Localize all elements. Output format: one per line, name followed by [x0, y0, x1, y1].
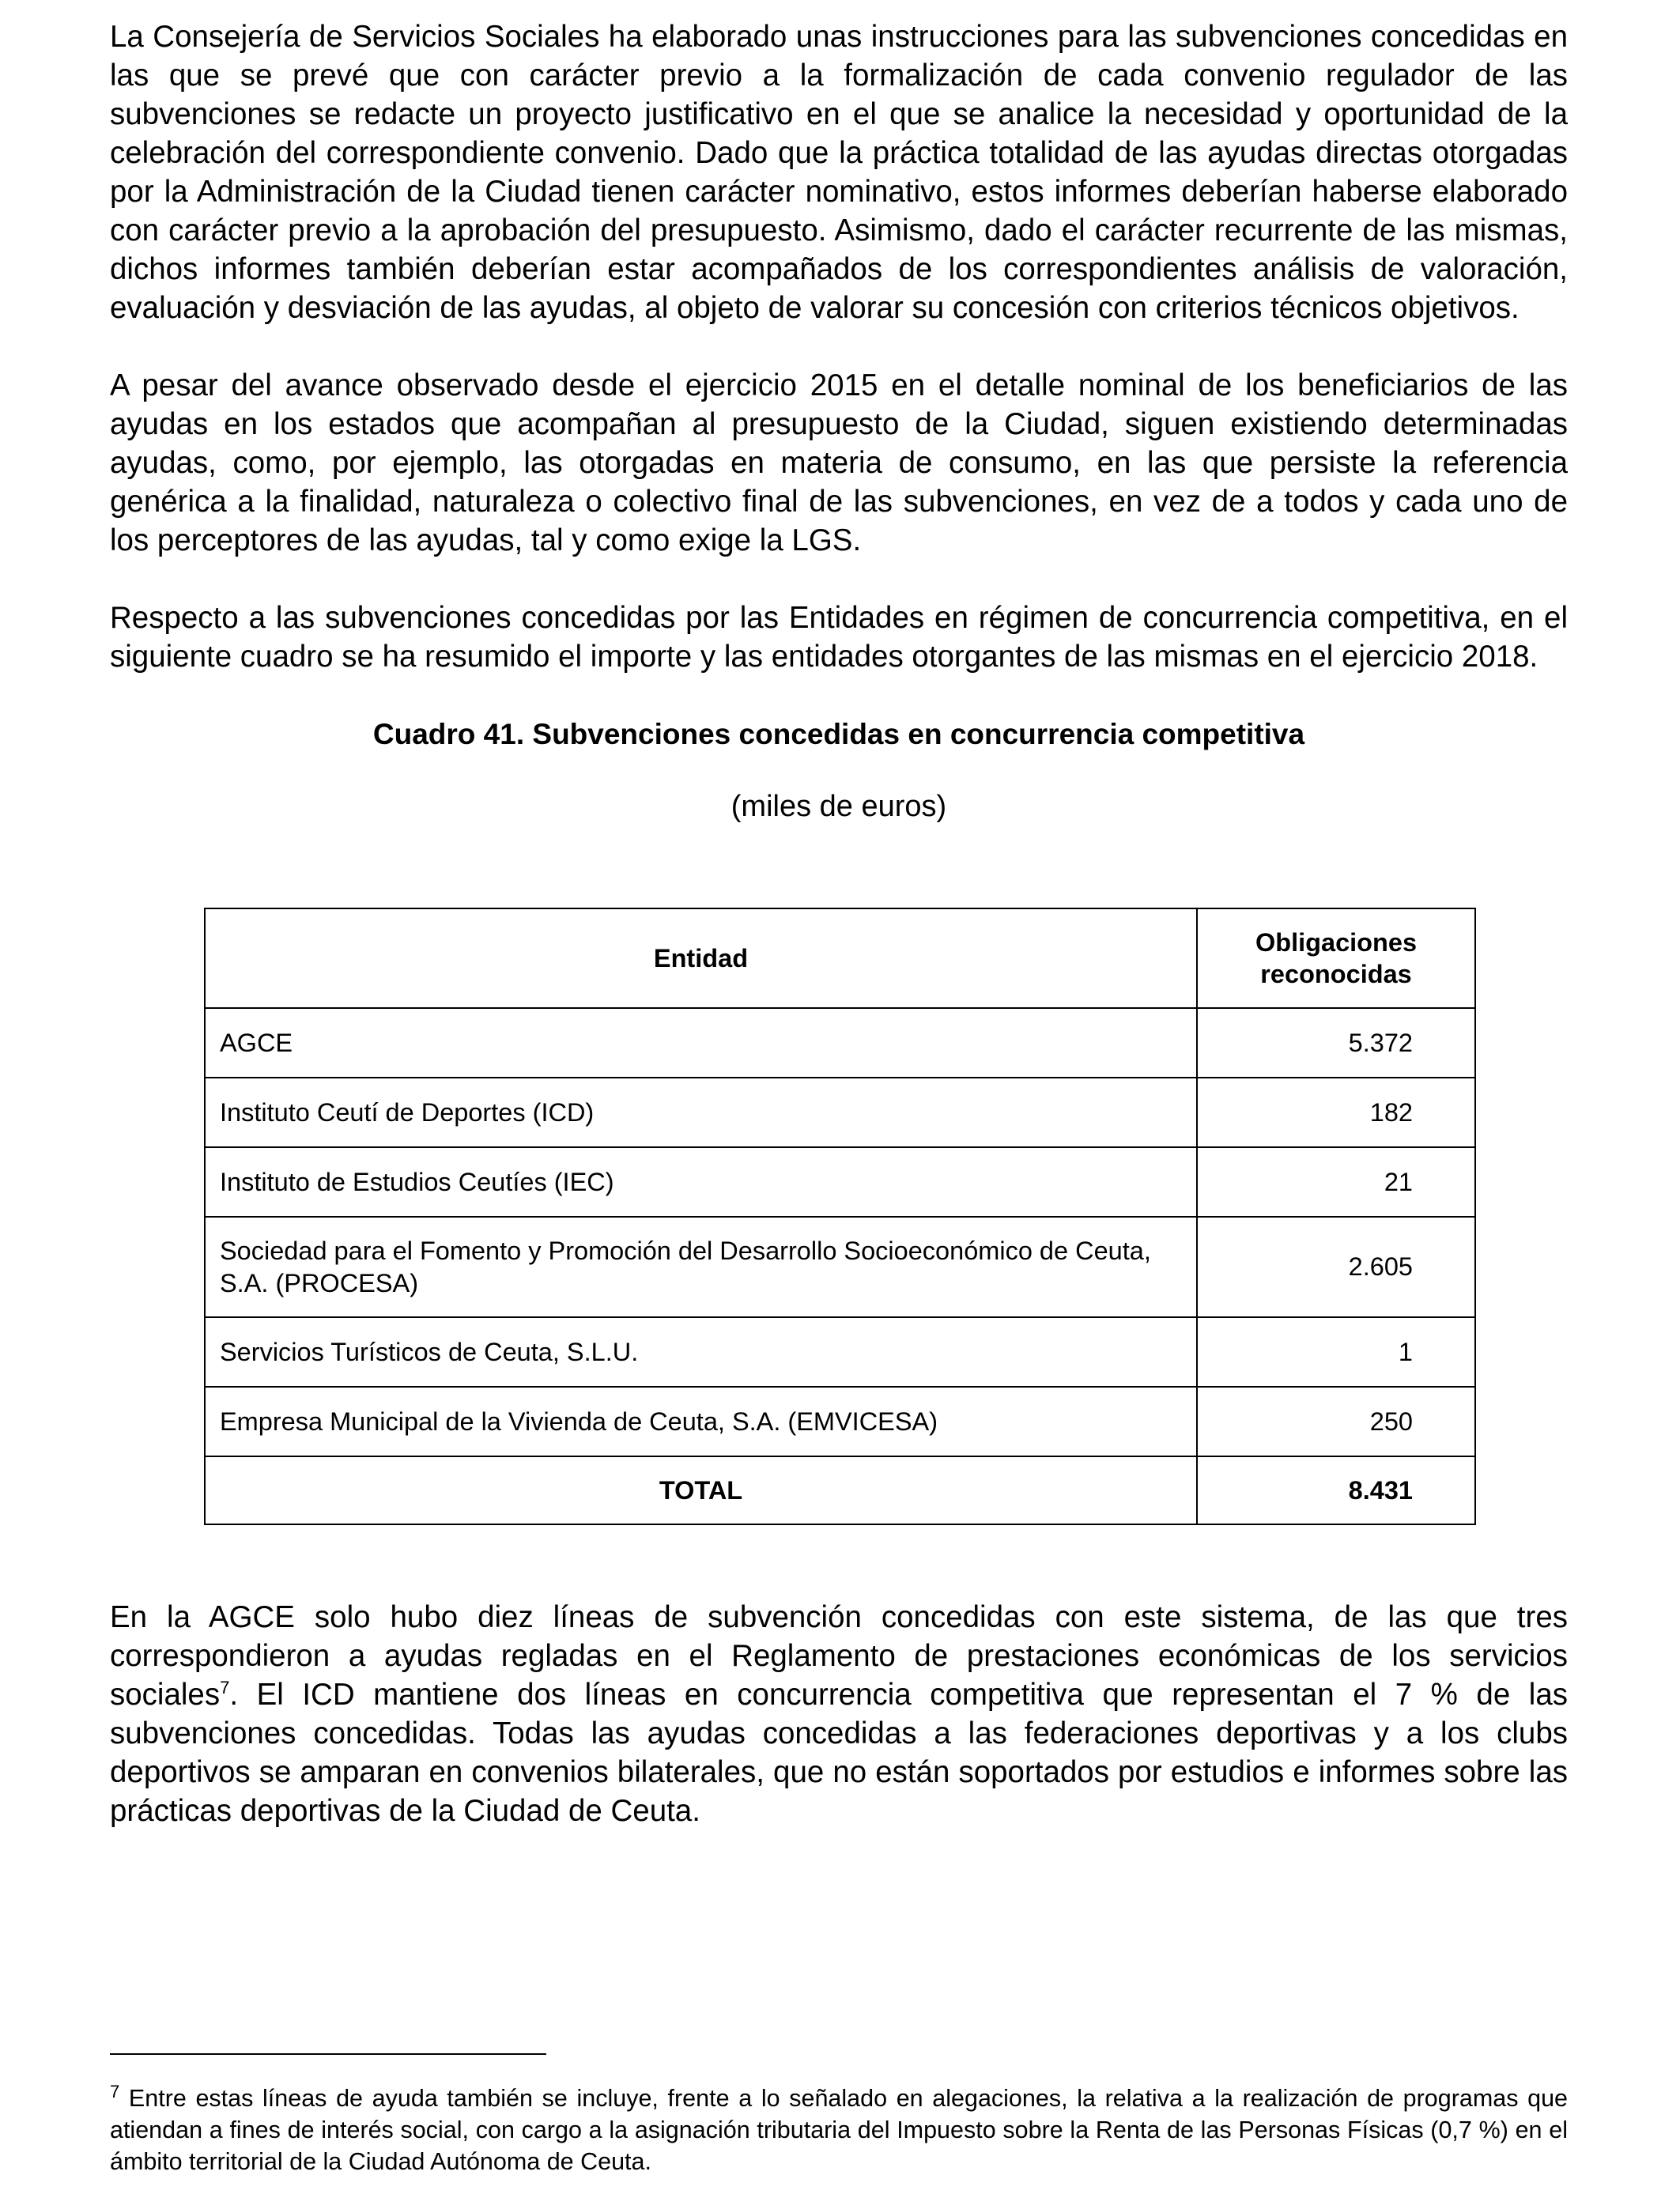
paragraph-avance: A pesar del avance observado desde el ejercicio 2015 en el detalle nominal de los beneficiarios de las ayudas en los estados que acompañan al presupuesto de la Ciudad, siguen existiendo determinadas ayudas, como, por ejemplo, las otorgadas en materia de consumo, en las que persiste la referencia genérica a la finalidad, naturaleza o colectivo final de las subvenciones, en vez de a todos y cada uno de los perceptores de las ayudas, tal y como exige la LGS.: [110, 368, 1568, 557]
cell-entidad: Sociedad para el Fomento y Promoción del Desarrollo Socioeconómico de Ceuta, S.A. (PROCESA): [205, 1217, 1197, 1317]
total-value: 8.431: [1197, 1456, 1475, 1524]
cell-entidad: Instituto de Estudios Ceutíes (IEC): [205, 1147, 1197, 1217]
cell-obligaciones: 5.372: [1197, 1008, 1475, 1078]
cell-entidad: Servicios Turísticos de Ceuta, S.L.U.: [205, 1317, 1197, 1387]
table-header-row: [205, 908, 1475, 1008]
paragraph-instrucciones: La Consejería de Servicios Sociales ha elaborado unas instrucciones para las subvenciones concedidas en las que se prevé que con carácter previo a la formalización de cada convenio regulador de las subvenciones se redacte un proyecto justificativo en el que se analice la necesidad y oportunidad de la celebración del correspondiente convenio. Dado que la práctica totalidad de las ayudas directas otorgadas por la Administración de la Ciudad tienen carácter nominativo, estos informes deberían haberse elaborado con carácter previo a la aprobación del presupuesto. Asimismo, dado el carácter recurrente de las mismas, dichos informes también deberían estar acompañados de los correspondientes análisis de valoración, evaluación y desviación de las ayudas, al objeto de valorar su concesión con criterios técnicos objetivos.: [110, 20, 1568, 325]
document-body: [110, 17, 1568, 826]
cell-obligaciones: 2.605: [1197, 1217, 1475, 1317]
table-total-row: [205, 1456, 1475, 1524]
table-row: [205, 1147, 1475, 1217]
cell-obligaciones: 250: [1197, 1387, 1475, 1456]
paragraph-agce-part2: . El ICD mantiene dos líneas en concurrencia competitiva que representan el 7 % de las subvenciones concedidas. Todas las ayudas concedidas a las federaciones deportivas y a los clubs deportivos se amparan en convenios bilaterales, que no están soportados por estudios e informes sobre las prácticas deportivas de la Ciudad de Ceuta.: [110, 1678, 1568, 1828]
cell-obligaciones: 21: [1197, 1147, 1475, 1217]
footnote-mark: 7: [110, 2081, 120, 2101]
cell-entidad: Instituto Ceutí de Deportes (ICD): [205, 1078, 1197, 1147]
table-units: (miles de euros): [731, 790, 947, 823]
table-caption: Cuadro 41. Subvenciones concedidas en concurrencia competitiva: [372, 718, 1305, 750]
cell-entidad: Empresa Municipal de la Vivienda de Ceuta, S.A. (EMVICESA): [205, 1387, 1197, 1456]
table-row: [205, 1008, 1475, 1078]
table-row: [205, 1078, 1475, 1147]
header-obligaciones: Obligaciones reconocidas: [1197, 908, 1475, 1008]
footnote: [110, 2083, 1568, 2177]
table-row: [205, 1317, 1475, 1387]
total-label: TOTAL: [205, 1456, 1197, 1524]
footnote-reference[interactable]: 7: [220, 1678, 230, 1698]
cell-obligaciones: 182: [1197, 1078, 1475, 1147]
table-row: [205, 1387, 1475, 1456]
cell-entidad: AGCE: [205, 1008, 1197, 1078]
paragraph-concurrencia: Respecto a las subvenciones concedidas por las Entidades en régimen de concurrencia competitiva, en el siguiente cuadro se ha resumido el importe y las entidades otorgantes de las mismas en el ejercicio 2018.: [110, 601, 1568, 674]
subvenciones-table: [204, 908, 1476, 1525]
footnote-text: Entre estas líneas de ayuda también se incluye, frente a lo señalado en alegaciones, la relativa a la realización de programas que atiendan a fines de interés social, con cargo a la asignación tributaria del Impuesto sobre la Renta de las Personas Físicas (0,7 %) en el ámbito territorial de la Ciudad Autónoma de Ceuta.: [110, 2085, 1568, 2175]
paragraph-agce: [110, 1598, 1568, 1830]
header-entidad: Entidad: [205, 908, 1197, 1008]
table-container: [204, 908, 1476, 1525]
footnote-separator: [110, 2053, 546, 2055]
paragraph-agce-part1: En la AGCE solo hubo diez líneas de subvención concedidas con este sistema, de las que tres correspondieron a ayudas regladas en el Reglamento de prestaciones económicas de los servicios sociales: [110, 1600, 1568, 1712]
table-row: [205, 1217, 1475, 1317]
cell-obligaciones: 1: [1197, 1317, 1475, 1387]
